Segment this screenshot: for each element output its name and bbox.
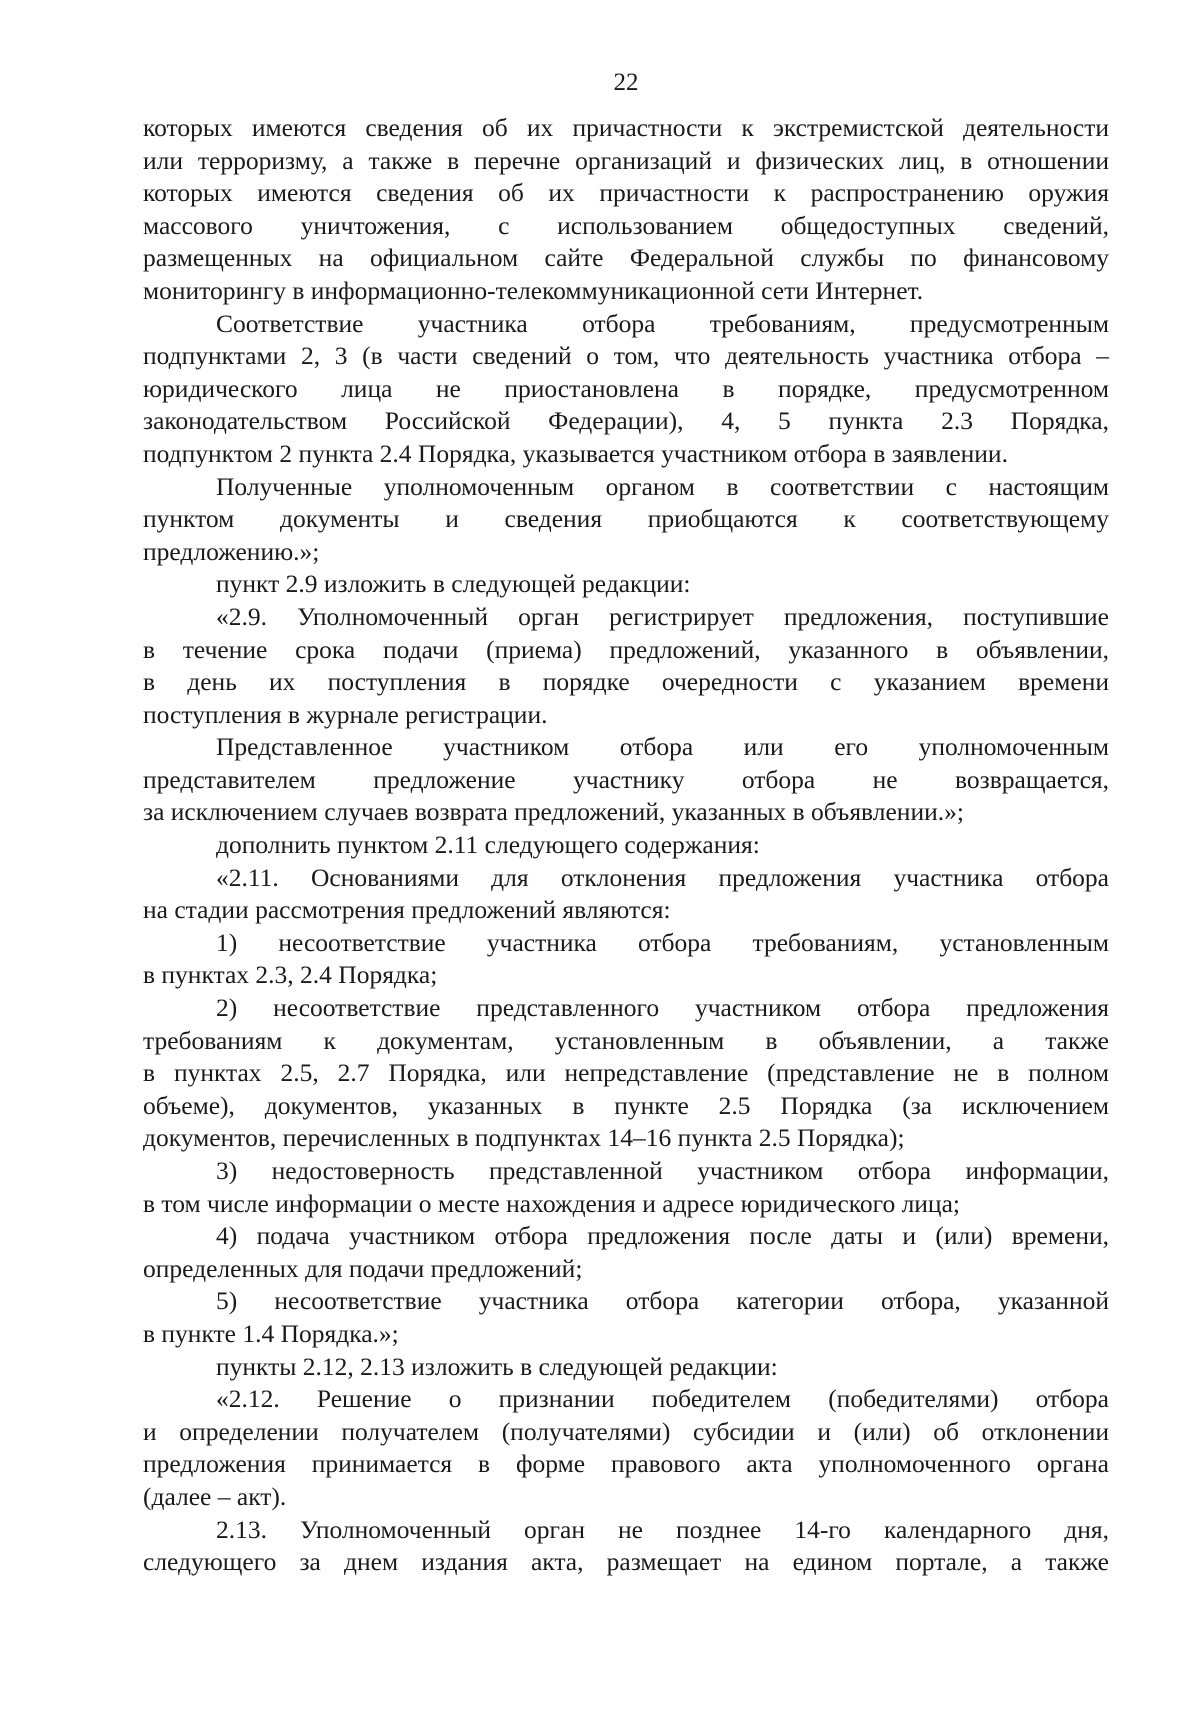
text-line: в день их поступления в порядке очередности с указанием времени (143, 667, 1109, 697)
text-line: следующего за днем издания акта, размещает на едином портале, а также (143, 1547, 1109, 1577)
text-line: которых имеются сведения об их причастности к распространению оружия (143, 178, 1109, 208)
text-line: в том числе информации о месте нахождения и адресе юридического лица; (143, 1188, 960, 1218)
text-line: Полученные уполномоченным органом в соответствии с настоящим (216, 471, 1109, 501)
text-line: 1) несоответствие участника отбора требованиям, установленным (216, 927, 1109, 957)
text-line: в пунктах 2.5, 2.7 Порядка, или непредставление (представление не в полном (143, 1058, 1109, 1088)
text-line: в течение срока подачи (приема) предложений, указанного в объявлении, (143, 634, 1109, 664)
text-line: подпунктом 2 пункта 2.4 Порядка, указывается участником отбора в заявлении. (143, 438, 1008, 468)
text-line: требованиям к документам, установленным в объявлении, а также (143, 1025, 1109, 1055)
text-line: 2) несоответствие представленного участником отбора предложения (216, 993, 1109, 1023)
text-line: мониторингу в информационно-телекоммуникационной сети Интернет. (143, 275, 924, 305)
text-line: поступления в журнале регистрации. (143, 699, 548, 729)
text-line: Представленное участником отбора или его уполномоченным (216, 732, 1109, 762)
text-line: которых имеются сведения об их причастности к экстремистской деятельности (143, 113, 1109, 142)
text-line: 2.13. Уполномоченный орган не позднее 14-го календарного дня, (216, 1514, 1109, 1544)
text-line: подпунктами 2, 3 (в части сведений о том, что деятельность участника отбора – (143, 341, 1109, 371)
text-line: 4) подача участником отбора предложения после даты и (или) времени, (216, 1221, 1109, 1251)
text-line: предложения принимается в форме правового акта уполномоченного органа (143, 1449, 1109, 1479)
text-line: 5) несоответствие участника отбора категории отбора, указанной (216, 1286, 1109, 1316)
text-line: размещенных на официальном сайте Федеральной службы по финансовому (143, 243, 1109, 273)
text-line: Соответствие участника отбора требованиям, предусмотренным (216, 308, 1109, 338)
text-line: на стадии рассмотрения предложений являются: (143, 895, 671, 925)
text-line: массового уничтожения, с использованием общедоступных сведений, (143, 210, 1109, 240)
text-line: объеме), документов, указанных в пункте 2.5 Порядка (за исключением (143, 1090, 1109, 1120)
text-line: «2.12. Решение о признании победителем (победителями) отбора (216, 1384, 1109, 1414)
text-line: определенных для подачи предложений; (143, 1253, 583, 1283)
text-line: пунктом документы и сведения приобщаются к соответствующему (143, 504, 1109, 534)
text-line: юридического лица не приостановлена в порядке, предусмотренном (143, 373, 1109, 403)
text-line: или терроризму, а также в перечне организаций и физических лиц, в отношении (143, 145, 1109, 175)
text-line: предложению.»; (143, 536, 320, 566)
text-line: (далее – акт). (143, 1481, 287, 1511)
page-number: 22 (613, 69, 639, 96)
text-line: представителем предложение участнику отбора не возвращается, (143, 764, 1109, 794)
text-line: пункты 2.12, 2.13 изложить в следующей редакции: (216, 1351, 778, 1381)
text-line: за исключением случаев возврата предложений, указанных в объявлении.»; (143, 797, 964, 827)
document-body (143, 112, 1109, 1579)
text-line: в пункте 1.4 Порядка.»; (143, 1318, 399, 1348)
text-line: дополнить пунктом 2.11 следующего содержания: (216, 830, 760, 860)
text-line: в пунктах 2.3, 2.4 Порядка; (143, 960, 438, 990)
text-line: и определении получателем (получателями) субсидии и (или) об отклонении (143, 1416, 1109, 1446)
text-line: «2.9. Уполномоченный орган регистрирует предложения, поступившие (216, 601, 1109, 631)
text-line: «2.11. Основаниями для отклонения предложения участника отбора (216, 862, 1109, 892)
text-line: 3) недостоверность представленной участником отбора информации, (216, 1156, 1109, 1185)
text-line: законодательством Российской Федерации), 4, 5 пункта 2.3 Порядка, (143, 406, 1109, 436)
text-line: пункт 2.9 изложить в следующей редакции: (216, 569, 691, 599)
text-line: документов, перечисленных в подпунктах 14–16 пункта 2.5 Порядка); (143, 1123, 905, 1153)
